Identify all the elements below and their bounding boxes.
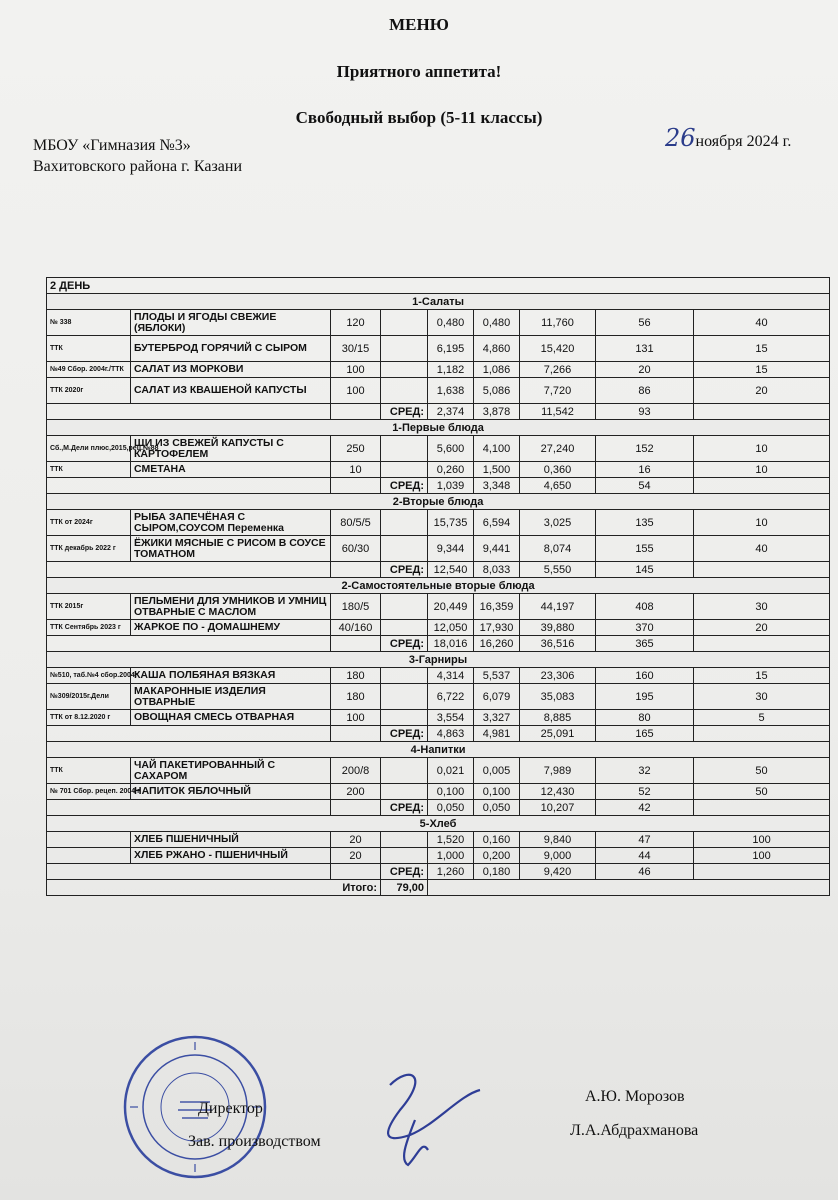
average-label: СРЕД: — [381, 800, 428, 816]
proteins: 15,735 — [428, 510, 474, 536]
director-label: Директор — [198, 1100, 263, 1117]
dish-name: РЫБА ЗАПЕЧЁНАЯ С СЫРОМ,СОУСОМ Переменка — [131, 510, 331, 536]
recipe-number: 20 — [694, 620, 830, 636]
price — [381, 668, 428, 684]
table-row — [47, 684, 830, 710]
section-title: 3-Гарниры — [47, 652, 830, 668]
signature-icon — [370, 1065, 490, 1175]
energy: 131 — [596, 336, 694, 362]
carbs: 27,240 — [520, 436, 596, 462]
empty-cell — [47, 864, 331, 880]
fats: 5,086 — [474, 378, 520, 404]
price — [381, 536, 428, 562]
recipe-code: Сб.,М.Дели плюс,2015,рец.№88 — [47, 436, 131, 462]
portion-weight: 100 — [331, 362, 381, 378]
table-row — [47, 310, 830, 336]
dish-name: КАША ПОЛБЯНАЯ ВЯЗКАЯ — [131, 668, 331, 684]
portion-weight: 180 — [331, 668, 381, 684]
proteins: 12,050 — [428, 620, 474, 636]
portion-weight: 60/30 — [331, 536, 381, 562]
energy: 56 — [596, 310, 694, 336]
carbs: 7,989 — [520, 758, 596, 784]
table-row — [47, 436, 830, 462]
empty-cell — [47, 800, 331, 816]
fats: 6,079 — [474, 684, 520, 710]
recipe-number: 20 — [694, 378, 830, 404]
proteins: 0,100 — [428, 784, 474, 800]
empty-cell — [47, 478, 331, 494]
avg-proteins: 1,260 — [428, 864, 474, 880]
average-label: СРЕД: — [381, 864, 428, 880]
fats: 9,441 — [474, 536, 520, 562]
section-header — [47, 494, 830, 510]
price — [381, 832, 428, 848]
energy: 47 — [596, 832, 694, 848]
organization-name: МБОУ «Гимназия №3» — [33, 137, 191, 154]
avg-carbs: 25,091 — [520, 726, 596, 742]
avg-carbs: 4,650 — [520, 478, 596, 494]
table-row — [47, 510, 830, 536]
dish-name: ПЛОДЫ И ЯГОДЫ СВЕЖИЕ (ЯБЛОКИ) — [131, 310, 331, 336]
dish-name: САЛАТ ИЗ КВАШЕНОЙ КАПУСТЫ — [131, 378, 331, 404]
empty-cell — [331, 636, 381, 652]
energy: 20 — [596, 362, 694, 378]
energy: 195 — [596, 684, 694, 710]
recipe-number: 40 — [694, 536, 830, 562]
avg-proteins: 0,050 — [428, 800, 474, 816]
empty-cell — [331, 864, 381, 880]
empty-cell — [428, 880, 830, 896]
avg-proteins: 4,863 — [428, 726, 474, 742]
avg-proteins: 2,374 — [428, 404, 474, 420]
organization-district: Вахитовского района г. Казани — [33, 158, 242, 175]
section-title: 2-Вторые блюда — [47, 494, 830, 510]
avg-energy: 93 — [596, 404, 694, 420]
price — [381, 710, 428, 726]
average-row — [47, 864, 830, 880]
recipe-number: 50 — [694, 784, 830, 800]
section-title: 1-Первые блюда — [47, 420, 830, 436]
section-title: 1-Салаты — [47, 294, 830, 310]
energy: 152 — [596, 436, 694, 462]
empty-cell — [694, 800, 830, 816]
energy: 86 — [596, 378, 694, 404]
proteins: 9,344 — [428, 536, 474, 562]
portion-weight: 30/15 — [331, 336, 381, 362]
proteins: 6,722 — [428, 684, 474, 710]
recipe-code: ТТК — [47, 336, 131, 362]
portion-weight: 120 — [331, 310, 381, 336]
portion-weight: 180 — [331, 684, 381, 710]
carbs: 9,000 — [520, 848, 596, 864]
avg-fats: 0,180 — [474, 864, 520, 880]
portion-weight: 200/8 — [331, 758, 381, 784]
proteins: 0,260 — [428, 462, 474, 478]
dish-name: МАКАРОННЫЕ ИЗДЕЛИЯ ОТВАРНЫЕ — [131, 684, 331, 710]
table-row — [47, 784, 830, 800]
dish-name: ЁЖИКИ МЯСНЫЕ С РИСОМ В СОУСЕ ТОМАТНОМ — [131, 536, 331, 562]
fats: 4,860 — [474, 336, 520, 362]
total-row — [47, 880, 830, 896]
energy: 52 — [596, 784, 694, 800]
avg-proteins: 18,016 — [428, 636, 474, 652]
avg-fats: 0,050 — [474, 800, 520, 816]
recipe-code: ТТК Сентябрь 2023 г — [47, 620, 131, 636]
price — [381, 510, 428, 536]
average-label: СРЕД: — [381, 726, 428, 742]
average-row — [47, 636, 830, 652]
portion-weight: 80/5/5 — [331, 510, 381, 536]
empty-cell — [694, 404, 830, 420]
average-label: СРЕД: — [381, 562, 428, 578]
portion-weight: 100 — [331, 378, 381, 404]
dish-name: СМЕТАНА — [131, 462, 331, 478]
recipe-number: 50 — [694, 758, 830, 784]
carbs: 3,025 — [520, 510, 596, 536]
fats: 4,100 — [474, 436, 520, 462]
carbs: 23,306 — [520, 668, 596, 684]
empty-cell — [47, 562, 331, 578]
energy: 32 — [596, 758, 694, 784]
proteins: 1,182 — [428, 362, 474, 378]
carbs: 39,880 — [520, 620, 596, 636]
energy: 44 — [596, 848, 694, 864]
avg-carbs: 11,542 — [520, 404, 596, 420]
table-row — [47, 462, 830, 478]
energy: 135 — [596, 510, 694, 536]
table-row — [47, 362, 830, 378]
empty-cell — [47, 726, 331, 742]
recipe-number: 15 — [694, 668, 830, 684]
recipe-number: 40 — [694, 310, 830, 336]
average-label: СРЕД: — [381, 478, 428, 494]
price — [381, 436, 428, 462]
dish-name: ЩИ ИЗ СВЕЖЕЙ КАПУСТЫ С КАРТОФЕЛЕМ — [131, 436, 331, 462]
table-row — [47, 594, 830, 620]
avg-energy: 365 — [596, 636, 694, 652]
price — [381, 336, 428, 362]
energy: 155 — [596, 536, 694, 562]
table-row — [47, 536, 830, 562]
avg-fats: 16,260 — [474, 636, 520, 652]
recipe-code: ТТК 2020г — [47, 378, 131, 404]
recipe-code: ТТК 2015г — [47, 594, 131, 620]
avg-carbs: 5,550 — [520, 562, 596, 578]
menu-title: МЕНЮ — [389, 15, 449, 34]
energy: 80 — [596, 710, 694, 726]
empty-cell — [331, 726, 381, 742]
day-label: 2 ДЕНЬ — [47, 278, 830, 294]
energy: 16 — [596, 462, 694, 478]
average-row — [47, 478, 830, 494]
fats: 5,537 — [474, 668, 520, 684]
empty-cell — [47, 636, 331, 652]
empty-cell — [331, 478, 381, 494]
recipe-code: ТТК от 2024г — [47, 510, 131, 536]
recipe-number: 30 — [694, 594, 830, 620]
table-row — [47, 832, 830, 848]
carbs: 12,430 — [520, 784, 596, 800]
avg-carbs: 36,516 — [520, 636, 596, 652]
fats: 0,160 — [474, 832, 520, 848]
proteins: 5,600 — [428, 436, 474, 462]
price — [381, 378, 428, 404]
dish-name: ОВОЩНАЯ СМЕСЬ ОТВАРНАЯ — [131, 710, 331, 726]
avg-fats: 3,878 — [474, 404, 520, 420]
avg-energy: 145 — [596, 562, 694, 578]
proteins: 20,449 — [428, 594, 474, 620]
menu-subtitle: Приятного аппетита! — [336, 62, 502, 81]
table-row — [47, 848, 830, 864]
carbs: 15,420 — [520, 336, 596, 362]
avg-fats: 3,348 — [474, 478, 520, 494]
recipe-number: 100 — [694, 848, 830, 864]
dish-name: ЧАЙ ПАКЕТИРОВАННЫЙ С САХАРОМ — [131, 758, 331, 784]
recipe-code: ТТК — [47, 758, 131, 784]
avg-carbs: 10,207 — [520, 800, 596, 816]
table-row — [47, 710, 830, 726]
director-name: А.Ю. Морозов — [585, 1088, 685, 1105]
avg-fats: 4,981 — [474, 726, 520, 742]
empty-cell — [694, 864, 830, 880]
manager-name: Л.А.Абдрахманова — [570, 1122, 699, 1139]
empty-cell — [694, 478, 830, 494]
date-month-year: ноября 2024 г. — [695, 133, 792, 150]
section-header — [47, 294, 830, 310]
average-label: СРЕД: — [381, 636, 428, 652]
fats: 0,200 — [474, 848, 520, 864]
portion-weight: 20 — [331, 832, 381, 848]
section-header — [47, 742, 830, 758]
proteins: 4,314 — [428, 668, 474, 684]
table-row — [47, 378, 830, 404]
section-title: 5-Хлеб — [47, 816, 830, 832]
energy: 408 — [596, 594, 694, 620]
carbs: 11,760 — [520, 310, 596, 336]
carbs: 8,885 — [520, 710, 596, 726]
price — [381, 620, 428, 636]
energy: 160 — [596, 668, 694, 684]
proteins: 3,554 — [428, 710, 474, 726]
dish-name: НАПИТОК ЯБЛОЧНЫЙ — [131, 784, 331, 800]
document-date — [665, 124, 791, 152]
price — [381, 462, 428, 478]
proteins: 0,480 — [428, 310, 474, 336]
average-row — [47, 404, 830, 420]
fats: 0,100 — [474, 784, 520, 800]
carbs: 8,074 — [520, 536, 596, 562]
total-label: Итого: — [47, 880, 381, 896]
recipe-code: №309/2015г.Дели — [47, 684, 131, 710]
table-row — [47, 620, 830, 636]
empty-cell — [331, 404, 381, 420]
recipe-code — [47, 848, 131, 864]
portion-weight: 10 — [331, 462, 381, 478]
section-header — [47, 420, 830, 436]
dish-name: БУТЕРБРОД ГОРЯЧИЙ С СЫРОМ — [131, 336, 331, 362]
portion-weight: 250 — [331, 436, 381, 462]
recipe-code: ТТК от 8.12.2020 г — [47, 710, 131, 726]
portion-weight: 100 — [331, 710, 381, 726]
avg-proteins: 1,039 — [428, 478, 474, 494]
carbs: 35,083 — [520, 684, 596, 710]
fats: 17,930 — [474, 620, 520, 636]
menu-table-body — [47, 278, 830, 896]
avg-energy: 54 — [596, 478, 694, 494]
section-title: 2-Самостоятельные вторые блюда — [47, 578, 830, 594]
price — [381, 784, 428, 800]
day-row — [47, 278, 830, 294]
table-row — [47, 668, 830, 684]
portion-weight: 180/5 — [331, 594, 381, 620]
empty-cell — [694, 726, 830, 742]
empty-cell — [331, 800, 381, 816]
fats: 0,480 — [474, 310, 520, 336]
section-title: 4-Напитки — [47, 742, 830, 758]
proteins: 1,638 — [428, 378, 474, 404]
average-row — [47, 726, 830, 742]
recipe-number: 10 — [694, 510, 830, 536]
recipe-number: 15 — [694, 336, 830, 362]
organization — [33, 135, 242, 177]
section-header — [47, 652, 830, 668]
average-row — [47, 800, 830, 816]
average-row — [47, 562, 830, 578]
table-row — [47, 758, 830, 784]
price — [381, 594, 428, 620]
energy: 370 — [596, 620, 694, 636]
average-label: СРЕД: — [381, 404, 428, 420]
avg-carbs: 9,420 — [520, 864, 596, 880]
recipe-number: 15 — [694, 362, 830, 378]
recipe-number: 100 — [694, 832, 830, 848]
proteins: 0,021 — [428, 758, 474, 784]
recipe-number: 5 — [694, 710, 830, 726]
recipe-number: 30 — [694, 684, 830, 710]
empty-cell — [47, 404, 331, 420]
section-header — [47, 578, 830, 594]
portion-weight: 200 — [331, 784, 381, 800]
recipe-number: 10 — [694, 436, 830, 462]
proteins: 6,195 — [428, 336, 474, 362]
avg-fats: 8,033 — [474, 562, 520, 578]
price — [381, 310, 428, 336]
total-value: 79,00 — [381, 880, 428, 896]
menu-table — [46, 277, 830, 896]
fats: 1,500 — [474, 462, 520, 478]
carbs: 7,720 — [520, 378, 596, 404]
fats: 6,594 — [474, 510, 520, 536]
avg-energy: 46 — [596, 864, 694, 880]
date-day: 26 — [665, 124, 696, 152]
dish-name: ПЕЛЬМЕНИ ДЛЯ УМНИКОВ И УМНИЦ ОТВАРНЫЕ С МАСЛОМ — [131, 594, 331, 620]
avg-proteins: 12,540 — [428, 562, 474, 578]
portion-weight: 20 — [331, 848, 381, 864]
price — [381, 848, 428, 864]
recipe-code: № 701 Сбор. рецеп. 2004 г — [47, 784, 131, 800]
price — [381, 684, 428, 710]
dish-name: САЛАТ ИЗ МОРКОВИ — [131, 362, 331, 378]
dish-name: ХЛЕБ ПШЕНИЧНЫЙ — [131, 832, 331, 848]
empty-cell — [694, 636, 830, 652]
carbs: 0,360 — [520, 462, 596, 478]
recipe-code — [47, 832, 131, 848]
recipe-code: ТТК декабрь 2022 г — [47, 536, 131, 562]
recipe-code: ТТК — [47, 462, 131, 478]
proteins: 1,000 — [428, 848, 474, 864]
fats: 3,327 — [474, 710, 520, 726]
section-header — [47, 816, 830, 832]
recipe-code: №510, таб.№4 сбор.2004г — [47, 668, 131, 684]
portion-weight: 40/160 — [331, 620, 381, 636]
menu-choice: Свободный выбор (5-11 классы) — [295, 108, 543, 127]
fats: 0,005 — [474, 758, 520, 784]
carbs: 9,840 — [520, 832, 596, 848]
dish-name: ЖАРКОЕ ПО - ДОМАШНЕМУ — [131, 620, 331, 636]
carbs: 44,197 — [520, 594, 596, 620]
dish-name: ХЛЕБ РЖАНО - ПШЕНИЧНЫЙ — [131, 848, 331, 864]
fats: 1,086 — [474, 362, 520, 378]
price — [381, 758, 428, 784]
recipe-code: №49 Сбор. 2004г./ТТК — [47, 362, 131, 378]
avg-energy: 165 — [596, 726, 694, 742]
avg-energy: 42 — [596, 800, 694, 816]
proteins: 1,520 — [428, 832, 474, 848]
fats: 16,359 — [474, 594, 520, 620]
price — [381, 362, 428, 378]
recipe-number: 10 — [694, 462, 830, 478]
empty-cell — [331, 562, 381, 578]
table-row — [47, 336, 830, 362]
recipe-code: № 338 — [47, 310, 131, 336]
carbs: 7,266 — [520, 362, 596, 378]
empty-cell — [694, 562, 830, 578]
manager-label: Зав. производством — [188, 1133, 321, 1150]
